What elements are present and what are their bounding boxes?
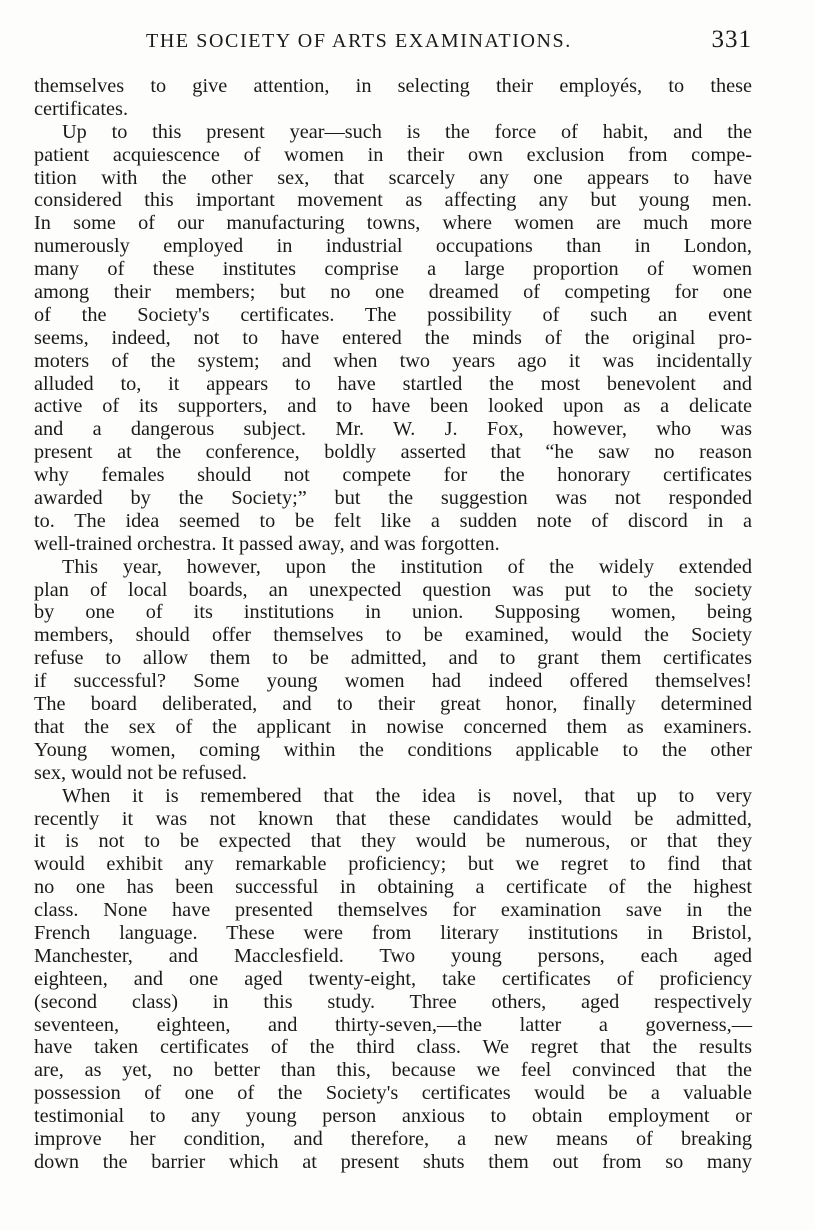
text-line: it is not to be expected that they would be numerous, or that they	[34, 830, 752, 853]
paragraph-first-line: When it is remembered that the idea is novel, that up to very	[62, 784, 752, 807]
text-line: possession of one of the Society's certificates would be a valuable	[34, 1082, 752, 1105]
page-number: 331	[711, 26, 752, 53]
text-line: seventeen, eighteen, and thirty-seven,—the latter a governess,—	[34, 1013, 752, 1036]
text-line: patient acquiescence of women in their own exclusion from compe-	[34, 143, 752, 166]
text-line: testimonial to any young person anxious to obtain employment or	[34, 1105, 752, 1128]
text-line: to. The idea seemed to be felt like a sudden note of discord in a	[34, 509, 752, 532]
text-line: considered this important movement as affecting any but young men.	[34, 189, 752, 212]
text-line: by one of its institutions in union. Supposing women, being	[34, 601, 752, 624]
text-line: and a dangerous subject. Mr. W. J. Fox, however, who was	[34, 418, 752, 441]
text-line: present at the conference, boldly asserted that “he saw no reason	[34, 441, 752, 464]
text-line: Manchester, and Macclesfield. Two young persons, each aged	[34, 944, 752, 967]
running-head	[36, 26, 752, 60]
text-line: numerously employed in industrial occupations than in London,	[34, 235, 752, 258]
text-line: would exhibit any remarkable proficiency; but we regret to find that	[34, 853, 752, 876]
text-line: well-trained orchestra. It passed away, and was forgotten.	[34, 532, 500, 555]
text-line: awarded by the Society;” but the suggestion was not responded	[34, 487, 752, 510]
text-line: members, should offer themselves to be examined, would the Society	[34, 624, 752, 647]
text-line: why females should not compete for the honorary certificates	[34, 464, 752, 487]
text-line: Young women, coming within the conditions applicable to the other	[34, 738, 752, 761]
text-line: class. None have presented themselves for examination save in the	[34, 899, 752, 922]
text-line: are, as yet, no better than this, because we feel convinced that the	[34, 1059, 752, 1082]
text-line: improve her condition, and therefore, a new means of breaking	[34, 1127, 752, 1150]
text-line: active of its supporters, and to have been looked upon as a delicate	[34, 395, 752, 418]
paragraph-first-line: This year, however, upon the institution of the widely extended	[62, 555, 752, 578]
text-line: plan of local boards, an unexpected question was put to the society	[34, 578, 752, 601]
running-title: THE SOCIETY OF ARTS EXAMINATIONS.	[146, 30, 572, 52]
text-line: (second class) in this study. Three others, aged respectively	[34, 990, 752, 1013]
text-line: French language. These were from literary institutions in Bristol,	[34, 921, 752, 944]
text-line: themselves to give attention, in selecting their employés, to these	[34, 75, 752, 97]
text-line: that the sex of the applicant in nowise concerned them as examiners.	[34, 715, 752, 738]
text-line: moters of the system; and when two years ago it was incidentally	[34, 349, 752, 372]
text-line: alluded to, it appears to have startled the most benevolent and	[34, 372, 752, 395]
text-line: no one has been successful in obtaining a certificate of the highest	[34, 876, 752, 899]
text-line: if successful? Some young women had indeed offered themselves!	[34, 670, 752, 693]
text-line: among their members; but no one dreamed of competing for one	[34, 281, 752, 304]
text-line: refuse to allow them to be admitted, and to grant them certificates	[34, 647, 752, 670]
text-line: many of these institutes comprise a large proportion of women	[34, 258, 752, 281]
text-line: seems, indeed, not to have entered the minds of the original pro-	[34, 326, 752, 349]
body-text	[34, 75, 752, 1174]
text-line: recently it was not known that these candidates would be admitted,	[34, 807, 752, 830]
text-line: sex, would not be refused.	[34, 761, 247, 784]
text-line: tition with the other sex, that scarcely any one appears to have	[34, 166, 752, 189]
text-line: have taken certificates of the third class. We regret that the results	[34, 1036, 752, 1059]
text-line: eighteen, and one aged twenty-eight, take certificates of proficiency	[34, 967, 752, 990]
text-line: The board deliberated, and to their great honor, finally determined	[34, 693, 752, 716]
text-line: certificates.	[34, 97, 129, 120]
text-line: of the Society's certificates. The possibility of such an event	[34, 303, 752, 326]
text-line: In some of our manufacturing towns, where women are much more	[34, 212, 752, 235]
paragraph-first-line: Up to this present year—such is the force of habit, and the	[62, 120, 752, 143]
text-line: down the barrier which at present shuts them out from so many	[34, 1150, 752, 1173]
